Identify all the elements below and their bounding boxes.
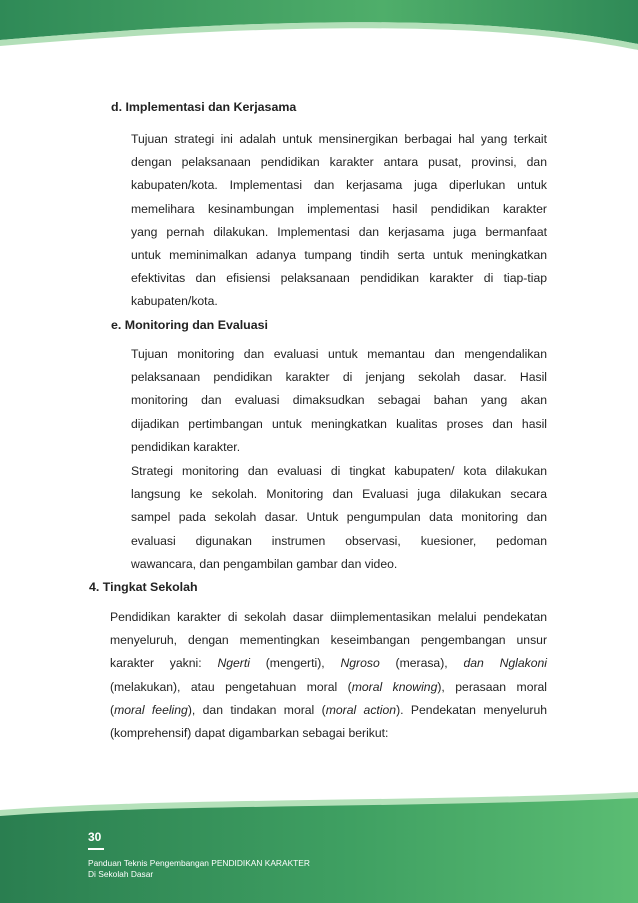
term-nglakoni: dan Nglakoni (463, 656, 547, 671)
header-decoration (0, 0, 638, 60)
text-line: Strategi monitoring dan evaluasi di tingkat kabupaten/ kota dilakukan (131, 464, 547, 478)
text-line-moral-knowing (110, 676, 547, 699)
term-ngroso: Ngroso (340, 656, 380, 671)
text-line: menyeluruh, dengan mementingkan keseimbangan pengembangan unsur (110, 633, 547, 648)
text-fragment: ), perasaan moral (437, 679, 548, 694)
footer-decoration (0, 790, 638, 903)
term-moral-knowing: moral knowing (351, 679, 438, 694)
text-fragment: (melakukan), atau pengetahuan moral ( (110, 679, 352, 694)
heading-implementasi-kerjasama: d. Implementasi dan Kerjasama (111, 100, 297, 114)
text-line: yang pernah dilakukan. Implementasi dan kerjasama juga bermanfaat (131, 224, 547, 239)
paragraph-tingkat-sekolah (110, 606, 547, 745)
term-moral-feeling: moral feeling (114, 702, 188, 717)
paragraph-implementasi (131, 128, 547, 314)
text-line: langsung ke sekolah. Monitoring dan Evaluasi juga dilakukan secara (131, 487, 547, 502)
page-number-underline (88, 848, 104, 850)
text-fragment: ), dan tindakan moral ( (187, 702, 326, 717)
footer-title-line: Di Sekolah Dasar (88, 869, 154, 879)
footer-title-line: Panduan Teknis Pengembangan PENDIDIKAN KARAKTER (88, 858, 310, 868)
text-line: untuk meminimalkan adanya tumpang tindih serta untuk meningkatkan (131, 247, 547, 262)
text-line: dijadikan pertimbangan untuk meningkatkan kualitas proses dan hasil (131, 416, 547, 431)
text-line: dengan pelaksanaan pendidikan karakter antara pusat, provinsi, dan (131, 155, 547, 170)
footer-title (88, 858, 310, 880)
term-ngerti: Ngerti (217, 656, 250, 671)
page-number: 30 (88, 830, 102, 844)
paragraph-monitoring-2 (131, 460, 547, 576)
text-line-karakter (110, 652, 547, 675)
text-fragment: ). Pendekatan menyeluruh (396, 702, 547, 717)
paragraph-monitoring-1 (131, 343, 547, 459)
text-line: Pendidikan karakter di sekolah dasar diimplementasikan melalui pendekatan (110, 610, 547, 624)
text-fragment: (merasa), (379, 656, 464, 671)
text-fragment: ( (110, 702, 115, 717)
heading-monitoring-evaluasi: e. Monitoring dan Evaluasi (111, 318, 268, 332)
text-line: Tujuan monitoring dan evaluasi untuk memantau dan mengendalikan (131, 347, 547, 361)
text-line: kabupaten/kota. (131, 294, 218, 309)
text-line: pelaksanaan pendidikan karakter di jenjang sekolah dasar. Hasil (131, 370, 547, 385)
heading-tingkat-sekolah: 4. Tingkat Sekolah (89, 580, 198, 594)
text-line: evaluasi digunakan instrumen observasi, kuesioner, pedoman (131, 533, 547, 548)
text-line: kabupaten/kota. Implementasi dan kerjasama juga diperlukan untuk (131, 178, 547, 193)
text-line: (komprehensif) dapat digambarkan sebagai berikut: (110, 725, 389, 740)
text-line: Tujuan strategi ini adalah untuk mensinergikan berbagai hal yang terkait (131, 132, 547, 146)
text-line: monitoring dan evaluasi dimaksudkan sebagai bahan yang akan (131, 393, 547, 408)
text-line: sampel pada sekolah dasar. Untuk pengumpulan data monitoring dan (131, 510, 547, 525)
text-line: memelihara kesinambungan implementasi hasil pendidikan karakter (131, 201, 547, 216)
text-line: wawancara, dan pengambilan gambar dan video. (131, 556, 398, 571)
text-line: pendidikan karakter. (131, 439, 241, 454)
text-fragment: karakter yakni: (110, 656, 218, 671)
term-moral-action: moral action (325, 702, 397, 717)
text-line: efektivitas dan efisiensi pelaksanaan pendidikan karakter di tiap-tiap (131, 271, 547, 286)
text-fragment: (mengerti), (249, 656, 341, 671)
text-line-moral-feeling (110, 699, 547, 722)
